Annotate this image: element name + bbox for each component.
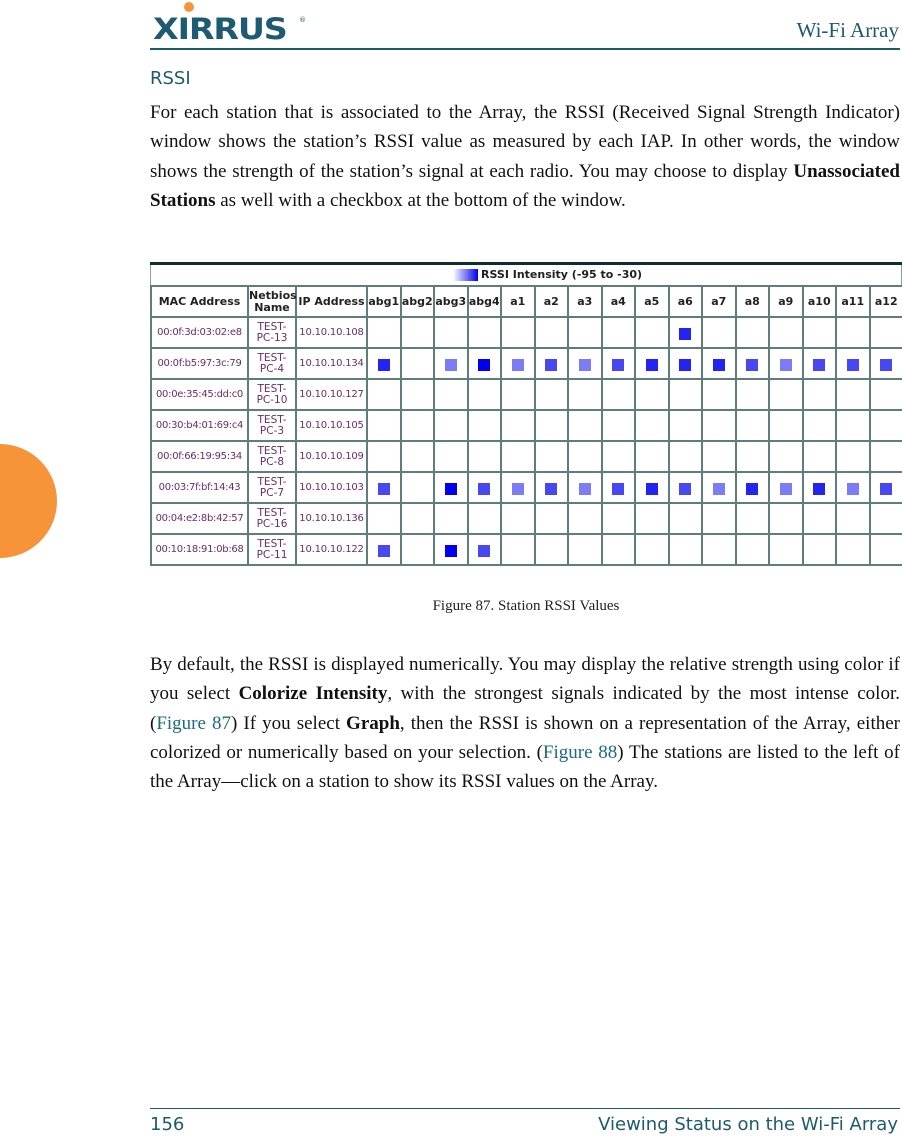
intro-paragraph (150, 98, 900, 215)
rssi-cell-a8 (736, 317, 770, 348)
rssi-cell-abg2 (401, 534, 435, 565)
netbios-name-cell: TEST-PC-10 (248, 379, 296, 410)
rssi-cell-a10 (803, 441, 837, 472)
netbios-name-cell: TEST-PC-16 (248, 503, 296, 534)
table-row[interactable] (151, 441, 902, 472)
header-divider (150, 48, 900, 50)
body-text: , with the strongest signals indicated by the most intense color. ( (150, 683, 900, 734)
rssi-intensity-square-icon (512, 359, 524, 371)
rssi-intensity-square-icon (813, 483, 825, 495)
rssi-cell-abg4 (468, 534, 502, 565)
mac-address-cell: 00:0f:66:19:95:34 (151, 441, 248, 472)
rssi-cell-abg3 (434, 410, 468, 441)
rssi-cell-abg3 (434, 348, 468, 379)
section-title: RSSI (150, 68, 191, 89)
rssi-intensity-square-icon (378, 483, 390, 495)
rssi-cell-a9 (769, 348, 803, 379)
rssi-intensity-square-icon (746, 483, 758, 495)
rssi-cell-abg2 (401, 379, 435, 410)
rssi-cell-a12 (870, 317, 902, 348)
rssi-cell-a8 (736, 441, 770, 472)
table-header-row (151, 286, 902, 317)
body-text: ) The stations are listed to the left of the Array—click on a station to show its RSSI values on the Array. (150, 741, 901, 793)
column-header-a8[interactable]: a8 (736, 286, 770, 317)
column-header-mac[interactable]: MAC Address (151, 286, 248, 317)
rssi-cell-a6 (669, 472, 703, 503)
rssi-cell-a7 (702, 503, 736, 534)
rssi-cell-a4 (602, 503, 636, 534)
rssi-intensity-square-icon (545, 359, 557, 371)
unassociated-stations-term: Unassociated Stations (150, 160, 900, 211)
table-row[interactable] (151, 503, 902, 534)
rssi-cell-a12 (870, 348, 902, 379)
rssi-cell-a6 (669, 534, 703, 565)
rssi-intensity-square-icon (478, 359, 490, 371)
rssi-cell-a3 (568, 472, 602, 503)
ip-address-cell: 10.10.10.109 (296, 441, 367, 472)
rssi-cell-a4 (602, 534, 636, 565)
figure-88-link[interactable]: Figure 88 (542, 741, 618, 763)
rssi-intensity-square-icon (445, 359, 457, 371)
rssi-cell-a11 (836, 379, 870, 410)
rssi-cell-abg4 (468, 472, 502, 503)
rssi-intensity-square-icon (612, 483, 624, 495)
rssi-cell-a12 (870, 410, 902, 441)
column-header-a12[interactable]: a12 (870, 286, 902, 317)
rssi-intensity-square-icon (545, 483, 557, 495)
rssi-cell-a12 (870, 534, 902, 565)
rssi-cell-abg2 (401, 317, 435, 348)
ip-address-cell: 10.10.10.105 (296, 410, 367, 441)
rssi-cell-a10 (803, 503, 837, 534)
footer-divider (150, 1108, 900, 1109)
mac-address-cell: 00:0e:35:45:dd:c0 (151, 379, 248, 410)
rssi-cell-a3 (568, 503, 602, 534)
rssi-cell-a8 (736, 503, 770, 534)
rssi-cell-a9 (769, 472, 803, 503)
mac-address-cell: 00:0f:b5:97:3c:79 (151, 348, 248, 379)
rssi-cell-a2 (535, 534, 569, 565)
rssi-cell-a4 (602, 472, 636, 503)
rssi-cell-a3 (568, 317, 602, 348)
rssi-cell-a7 (702, 348, 736, 379)
rssi-cell-a11 (836, 348, 870, 379)
figure-87-link[interactable]: Figure 87 (156, 712, 232, 734)
rssi-cell-a9 (769, 534, 803, 565)
table-row[interactable] (151, 317, 902, 348)
rssi-cell-abg3 (434, 379, 468, 410)
rssi-cell-a2 (535, 379, 569, 410)
column-header-a2[interactable]: a2 (535, 286, 569, 317)
chapter-tab-marker (0, 444, 57, 558)
rssi-cell-a4 (602, 379, 636, 410)
rssi-cell-a9 (769, 441, 803, 472)
intro-text: For each station that is associated to the Array, the RSSI (Received Signal Strength Indicator) window shows the station’s RSSI value as measured by each IAP. In other words, the window shows the strength of the station’s signal at each radio. You may choose to display (150, 102, 900, 182)
body-text: ) If you select (231, 712, 347, 734)
rssi-cell-abg1 (367, 348, 401, 379)
ip-address-cell: 10.10.10.136 (296, 503, 367, 534)
body-text: By default, the RSSI is displayed numerically. You may display the relative strength using color if you select (150, 654, 900, 705)
rssi-intensity-square-icon (880, 359, 892, 371)
rssi-cell-abg1 (367, 410, 401, 441)
rssi-cell-a3 (568, 348, 602, 379)
rssi-cell-a2 (535, 348, 569, 379)
rssi-intensity-square-icon (612, 359, 624, 371)
rssi-cell-a11 (836, 534, 870, 565)
rssi-cell-a3 (568, 441, 602, 472)
rssi-cell-a1 (501, 348, 535, 379)
ip-address-cell: 10.10.10.108 (296, 317, 367, 348)
rssi-cell-a12 (870, 379, 902, 410)
rssi-cell-a2 (535, 472, 569, 503)
netbios-name-cell: TEST-PC-7 (248, 472, 296, 503)
rssi-cell-a7 (702, 472, 736, 503)
rssi-cell-a1 (501, 534, 535, 565)
rssi-intensity-square-icon (880, 483, 892, 495)
rssi-cell-a2 (535, 410, 569, 441)
rssi-cell-a8 (736, 534, 770, 565)
table-row[interactable] (151, 410, 902, 441)
rssi-cell-a5 (635, 503, 669, 534)
rssi-cell-a10 (803, 379, 837, 410)
rssi-intensity-square-icon (746, 359, 758, 371)
rssi-cell-a7 (702, 534, 736, 565)
mac-address-cell: 00:03:7f:bf:14:43 (151, 472, 248, 503)
rssi-cell-a6 (669, 317, 703, 348)
mac-address-cell: 00:10:18:91:0b:68 (151, 534, 248, 565)
rssi-intensity-square-icon (847, 359, 859, 371)
rssi-cell-a1 (501, 441, 535, 472)
rssi-cell-abg3 (434, 317, 468, 348)
rssi-cell-abg4 (468, 379, 502, 410)
rssi-intensity-square-icon (679, 359, 691, 371)
intensity-gradient-icon (453, 269, 478, 281)
rssi-cell-a9 (769, 503, 803, 534)
rssi-cell-a3 (568, 534, 602, 565)
rssi-cell-a3 (568, 410, 602, 441)
rssi-cell-a11 (836, 317, 870, 348)
rssi-cell-abg3 (434, 503, 468, 534)
ip-address-cell: 10.10.10.103 (296, 472, 367, 503)
registered-mark: ® (299, 16, 306, 24)
netbios-name-cell: TEST-PC-11 (248, 534, 296, 565)
column-header-a11[interactable]: a11 (836, 286, 870, 317)
netbios-name-cell: TEST-PC-8 (248, 441, 296, 472)
rssi-intensity-legend (453, 268, 642, 281)
table-row[interactable] (151, 348, 902, 379)
column-header-netbios[interactable]: Netbios Name (248, 286, 296, 317)
ip-address-cell: 10.10.10.134 (296, 348, 367, 379)
rssi-cell-abg2 (401, 441, 435, 472)
rssi-cell-a5 (635, 379, 669, 410)
rssi-cell-a7 (702, 317, 736, 348)
rssi-intensity-square-icon (713, 359, 725, 371)
table-row[interactable] (151, 379, 902, 410)
rssi-cell-a6 (669, 348, 703, 379)
rssi-intensity-square-icon (679, 483, 691, 495)
rssi-table (150, 285, 902, 566)
rssi-cell-abg2 (401, 472, 435, 503)
netbios-name-cell: TEST-PC-3 (248, 410, 296, 441)
column-header-a9[interactable]: a9 (769, 286, 803, 317)
rssi-cell-a5 (635, 317, 669, 348)
rssi-cell-a4 (602, 348, 636, 379)
rssi-cell-a5 (635, 472, 669, 503)
rssi-intensity-square-icon (478, 483, 490, 495)
rssi-cell-a1 (501, 379, 535, 410)
rssi-cell-a8 (736, 410, 770, 441)
column-header-a5[interactable]: a5 (635, 286, 669, 317)
rssi-cell-a11 (836, 410, 870, 441)
logo-dot-icon (184, 2, 194, 12)
rssi-cell-abg4 (468, 441, 502, 472)
ip-address-cell: 10.10.10.122 (296, 534, 367, 565)
body-text: , then the RSSI is shown on a representation of the Array, either colorized or numerically based on your selection. ( (150, 712, 901, 763)
column-header-abg4[interactable]: abg4 (468, 286, 502, 317)
ip-address-cell: 10.10.10.127 (296, 379, 367, 410)
table-row[interactable] (151, 534, 902, 565)
rssi-cell-a1 (501, 317, 535, 348)
rssi-intensity-square-icon (646, 483, 658, 495)
rssi-cell-abg2 (401, 348, 435, 379)
rssi-cell-a7 (702, 410, 736, 441)
rssi-intensity-square-icon (679, 328, 691, 340)
rssi-intensity-square-icon (512, 483, 524, 495)
rssi-cell-a11 (836, 503, 870, 534)
footer-chapter-title: Viewing Status on the Wi-Fi Array (598, 1114, 898, 1135)
rssi-cell-a4 (602, 441, 636, 472)
column-header-a7[interactable]: a7 (702, 286, 736, 317)
rssi-cell-a8 (736, 348, 770, 379)
rssi-cell-a9 (769, 379, 803, 410)
rssi-intensity-square-icon (478, 545, 490, 557)
rssi-cell-a12 (870, 472, 902, 503)
rssi-intensity-square-icon (646, 359, 658, 371)
rssi-intensity-square-icon (579, 359, 591, 371)
rssi-cell-abg3 (434, 534, 468, 565)
column-header-a4[interactable]: a4 (602, 286, 636, 317)
rssi-cell-a10 (803, 534, 837, 565)
rssi-intensity-square-icon (445, 483, 457, 495)
rssi-intensity-square-icon (445, 545, 457, 557)
graph-term: Graph (346, 712, 400, 734)
header-title: Wi-Fi Array (796, 18, 899, 42)
rssi-intensity-square-icon (847, 483, 859, 495)
rssi-intensity-square-icon (713, 483, 725, 495)
column-header-ip[interactable]: IP Address (296, 286, 367, 317)
rssi-table-body (151, 317, 902, 565)
rssi-cell-a6 (669, 379, 703, 410)
rssi-intensity-square-icon (780, 359, 792, 371)
rssi-cell-a4 (602, 410, 636, 441)
rssi-cell-a10 (803, 348, 837, 379)
rssi-figure (150, 262, 902, 583)
rssi-cell-abg1 (367, 534, 401, 565)
legend-title: RSSI Intensity (-95 to -30) (481, 268, 643, 281)
column-header-abg3[interactable]: abg3 (434, 286, 468, 317)
rssi-intensity-square-icon (378, 545, 390, 557)
rssi-cell-a5 (635, 410, 669, 441)
rssi-cell-abg1 (367, 379, 401, 410)
rssi-cell-abg2 (401, 410, 435, 441)
figure-caption: Figure 87. Station RSSI Values (432, 598, 620, 614)
rssi-cell-a9 (769, 410, 803, 441)
intro-text: as well with a checkbox at the bottom of the window. (215, 189, 626, 211)
netbios-name-cell: TEST-PC-13 (248, 317, 296, 348)
rssi-cell-a5 (635, 348, 669, 379)
rssi-cell-a3 (568, 379, 602, 410)
rssi-cell-a12 (870, 503, 902, 534)
rssi-cell-abg1 (367, 503, 401, 534)
rssi-cell-abg1 (367, 317, 401, 348)
column-header-abg2[interactable]: abg2 (401, 286, 435, 317)
column-header-a10[interactable]: a10 (803, 286, 837, 317)
table-row[interactable] (151, 472, 902, 503)
column-header-abg1[interactable]: abg1 (367, 286, 401, 317)
rssi-cell-abg3 (434, 472, 468, 503)
rssi-cell-abg2 (401, 503, 435, 534)
rssi-cell-a6 (669, 410, 703, 441)
netbios-name-cell: TEST-PC-4 (248, 348, 296, 379)
rssi-cell-a7 (702, 441, 736, 472)
rssi-intensity-square-icon (780, 483, 792, 495)
column-header-a6[interactable]: a6 (669, 286, 703, 317)
rssi-intensity-square-icon (813, 359, 825, 371)
colorize-intensity-term: Colorize Intensity (238, 683, 388, 705)
rssi-cell-a6 (669, 503, 703, 534)
rssi-cell-a1 (501, 472, 535, 503)
rssi-cell-a10 (803, 472, 837, 503)
column-header-a1[interactable]: a1 (501, 286, 535, 317)
rssi-intensity-square-icon (579, 483, 591, 495)
rssi-cell-a2 (535, 503, 569, 534)
rssi-cell-abg1 (367, 441, 401, 472)
rssi-cell-a1 (501, 410, 535, 441)
rssi-cell-abg3 (434, 441, 468, 472)
rssi-cell-a8 (736, 379, 770, 410)
column-header-a3[interactable]: a3 (568, 286, 602, 317)
rssi-cell-a11 (836, 441, 870, 472)
rssi-cell-abg1 (367, 472, 401, 503)
rssi-cell-a1 (501, 503, 535, 534)
rssi-cell-a5 (635, 441, 669, 472)
mac-address-cell: 00:30:b4:01:69:c4 (151, 410, 248, 441)
rssi-cell-abg4 (468, 317, 502, 348)
page-number: 156 (150, 1114, 185, 1135)
rssi-cell-a11 (836, 472, 870, 503)
rssi-cell-a2 (535, 441, 569, 472)
figure-title-row (150, 265, 902, 286)
rssi-intensity-square-icon (378, 359, 390, 371)
rssi-cell-a10 (803, 410, 837, 441)
rssi-cell-abg4 (468, 348, 502, 379)
rssi-cell-a6 (669, 441, 703, 472)
body-paragraph (150, 650, 900, 796)
rssi-cell-a2 (535, 317, 569, 348)
rssi-cell-a4 (602, 317, 636, 348)
mac-address-cell: 00:04:e2:8b:42:57 (151, 503, 248, 534)
rssi-cell-abg4 (468, 503, 502, 534)
mac-address-cell: 00:0f:3d:03:02:e8 (151, 317, 248, 348)
logo-wordmark: XIRRUS (153, 12, 287, 46)
rssi-cell-a5 (635, 534, 669, 565)
rssi-cell-a12 (870, 441, 902, 472)
rssi-cell-abg4 (468, 410, 502, 441)
rssi-cell-a9 (769, 317, 803, 348)
rssi-cell-a8 (736, 472, 770, 503)
rssi-cell-a7 (702, 379, 736, 410)
rssi-cell-a10 (803, 317, 837, 348)
xirrus-logo (153, 2, 306, 46)
